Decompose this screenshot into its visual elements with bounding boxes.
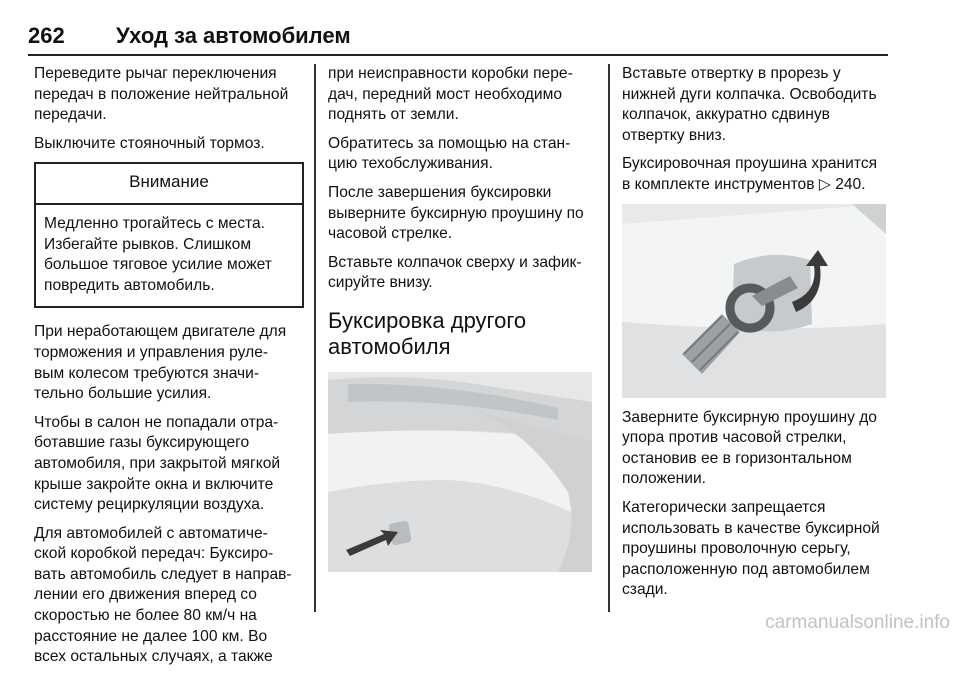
paragraph-exhaust: Чтобы в салон не попадали отра- ботавшие газы буксирующего автомобиля, при закрытой мягкой крыше закройте окна и включите систему рециркуляции воздуха.	[34, 413, 281, 514]
section-title: Уход за автомобилем	[116, 23, 351, 48]
triangle-right-icon: ▷	[818, 175, 831, 193]
paragraph-unscrew-eye: После завершения буксировки выверните буксирную проушину по часовой стрелке.	[328, 183, 584, 243]
paragraph-automatic: Для автомобилей с автоматиче- ской коробкой передач: Буксиро- вать автомобиль следует в направ- лении его движения вперед со скоростью не более 80 км/ч на расстояние не далее 100 км. Во всех остальных случаях, а также	[34, 524, 292, 666]
page-header	[28, 18, 888, 58]
paragraph-screwdriver: Вставьте отвертку в прорезь у нижней дуги колпачка. Освободить колпачок, аккуратно сдвинув отвертку вниз.	[622, 65, 877, 144]
paragraph-eye-storage	[622, 154, 890, 195]
page-reference: 240.	[835, 175, 866, 193]
warning-body: Медленно трогайтесь с места. Избегайте рывков. Слишком большое тяговое усилие может повредить автомобиль.	[44, 214, 272, 294]
warning-box	[34, 162, 304, 308]
column-divider-1	[314, 64, 316, 612]
column-2	[328, 64, 596, 572]
paragraph-gear-neutral: Переведите рычаг переключения передач в положение нейтральной передачи.	[34, 65, 289, 124]
paragraph-parking-brake: Выключите стояночный тормоз.	[34, 134, 265, 152]
subheading-towing-other: Буксировка другого автомобиля	[328, 307, 527, 359]
column-1	[34, 64, 304, 676]
column-3	[622, 64, 890, 609]
paragraph-front-axle: при неисправности коробки пере- дач, передний мост необходимо поднять от земли.	[328, 65, 573, 124]
header-rule	[28, 54, 888, 56]
column-divider-2	[608, 64, 610, 612]
paragraph-engine-off: При неработающем двигателе для торможения и управления руле- вым колесом требуются значи- тельно большие усилия.	[34, 323, 287, 403]
paragraph-service: Обратитесь за помощью на стан- цию техобслуживания.	[328, 134, 571, 173]
paragraph-prohibited: Категорически запрещается использовать в качестве буксирной проушины проволочную серьгу, расположенную под автомобилем сзади.	[622, 498, 880, 599]
towing-eye-figure	[622, 204, 886, 398]
warning-title: Внимание	[36, 164, 302, 205]
paragraph-insert-cap: Вставьте колпачок сверху и зафик- сируйте внизу.	[328, 253, 582, 292]
watermark: carmanualsonline.info	[765, 612, 950, 633]
storage-text: Буксировочная проушина хранится в комплекте инструментов	[622, 155, 878, 193]
rear-bumper-figure	[328, 372, 592, 572]
paragraph-screw-in-eye: Заверните буксирную проушину до упора против часовой стрелки, остановив ее в горизонтальном положении.	[622, 408, 877, 488]
page-number: 262	[28, 23, 65, 48]
